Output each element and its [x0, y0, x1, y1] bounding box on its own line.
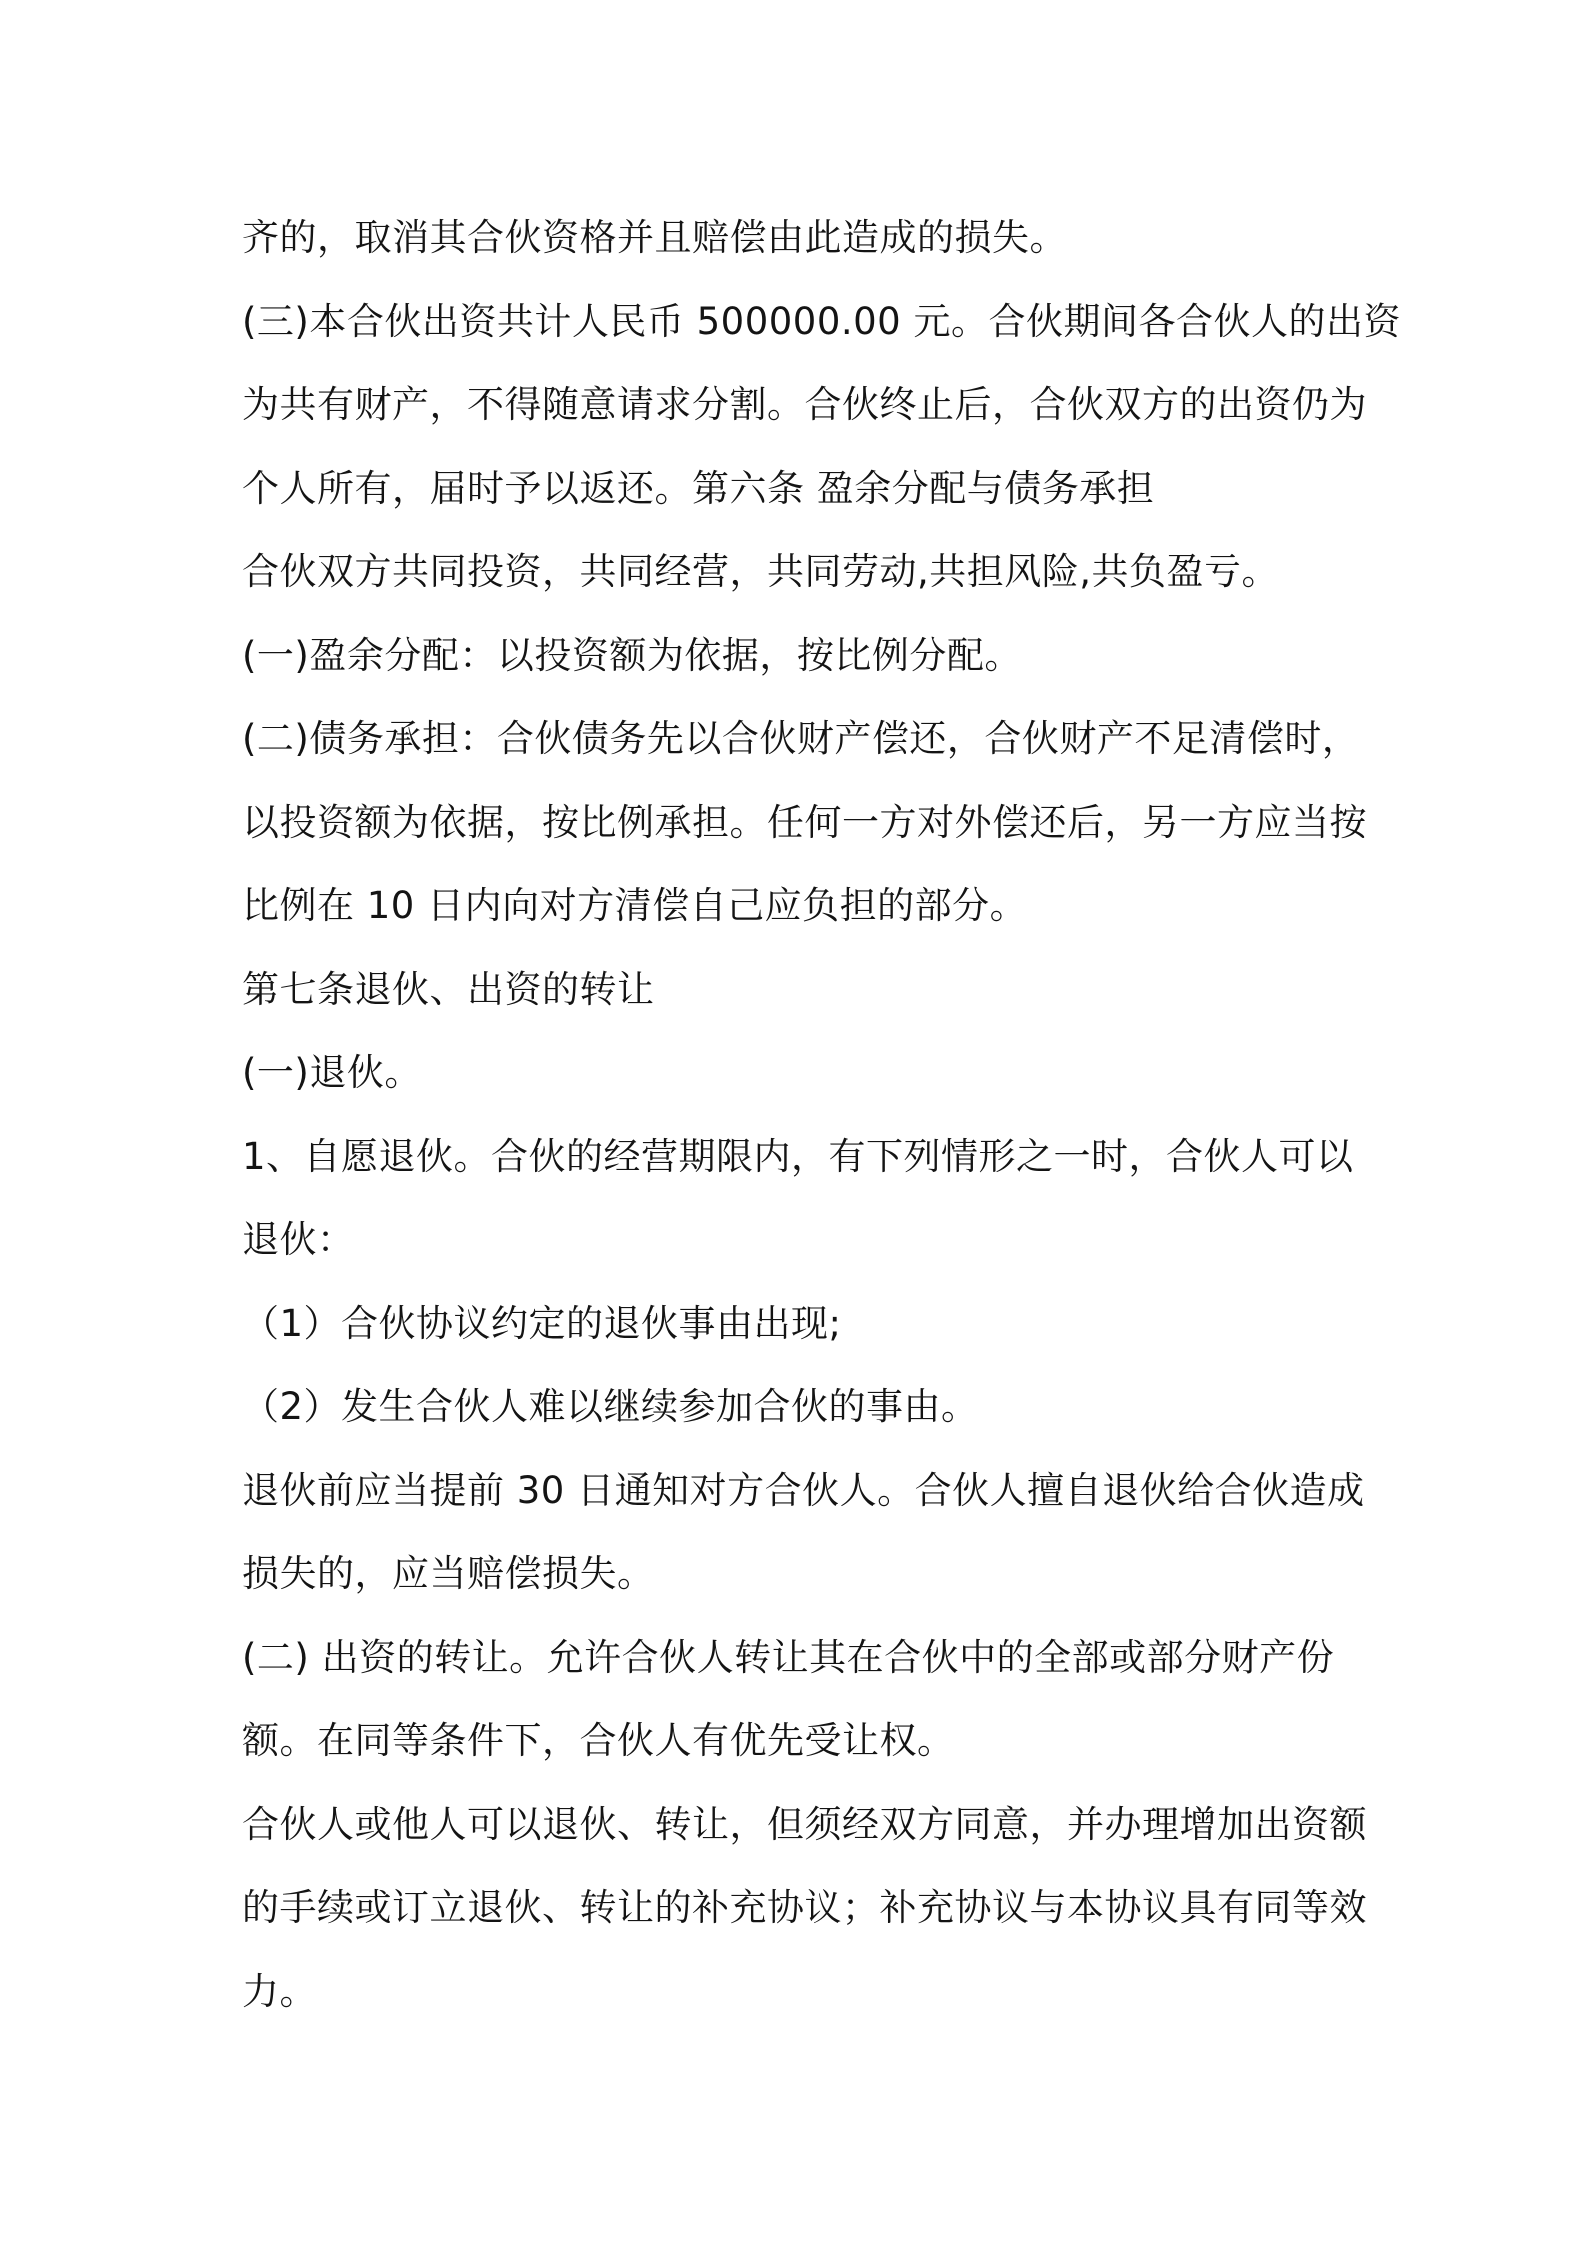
document-body [242, 196, 1401, 2033]
list-item: （1）合伙协议约定的退伙事由出现; [242, 1301, 842, 1345]
text-line: (二) 出资的转让。允许合伙人转让其在合伙中的全部或部分财产份 [242, 1635, 1335, 1679]
text-line: 退伙前应当提前 30 日通知对方合伙人。合伙人擅自退伙给合伙造成 [242, 1468, 1365, 1512]
text-line: (一)盈余分配：以投资额为依据，按比例分配。 [242, 633, 1022, 677]
text-line: 为共有财产，不得随意请求分割。合伙终止后，合伙双方的出资仍为 [242, 383, 1367, 426]
section-heading: 第七条退伙、出资的转让 [242, 967, 655, 1011]
text-line: 1、自愿退伙。合伙的经营期限内，有下列情形之一时，合伙人可以 [242, 1134, 1354, 1178]
text-line: 退伙： [242, 1218, 355, 1261]
text-line: 损失的，应当赔偿损失。 [242, 1552, 655, 1595]
text-line: 以投资额为依据，按比例承担。任何一方对外偿还后，另一方应当按 [242, 800, 1367, 844]
text-line: 的手续或订立退伙、转让的补充协议；补充协议与本协议具有同等效 [242, 1886, 1367, 1929]
text-line: (二)债务承担：合伙债务先以合伙财产偿还，合伙财产不足清偿时， [242, 717, 1360, 760]
text-line: (一)退伙。 [242, 1051, 422, 1094]
text-line: 额。在同等条件下，合伙人有优先受让权。 [242, 1719, 955, 1762]
text-line: 比例在 10 日内向对方清偿自己应负担的部分。 [242, 884, 1028, 927]
text-line: 力。 [242, 1969, 317, 2013]
text-line: 合伙双方共同投资，共同经营，共同劳动,共担风险,共负盈亏。 [242, 550, 1280, 593]
text-line: 齐的，取消其合伙资格并且赔偿由此造成的损失。 [242, 216, 1067, 259]
text-line: (三)本合伙出资共计人民币 500000.00 元。合伙期间各合伙人的出资 [242, 299, 1401, 343]
text-line: 个人所有，届时予以返还。第六条 盈余分配与债务承担 [242, 466, 1155, 510]
text-line: 合伙人或他人可以退伙、转让，但须经双方同意，并办理增加出资额 [242, 1802, 1367, 1846]
list-item: （2）发生合伙人难以继续参加合伙的事由。 [242, 1385, 979, 1428]
